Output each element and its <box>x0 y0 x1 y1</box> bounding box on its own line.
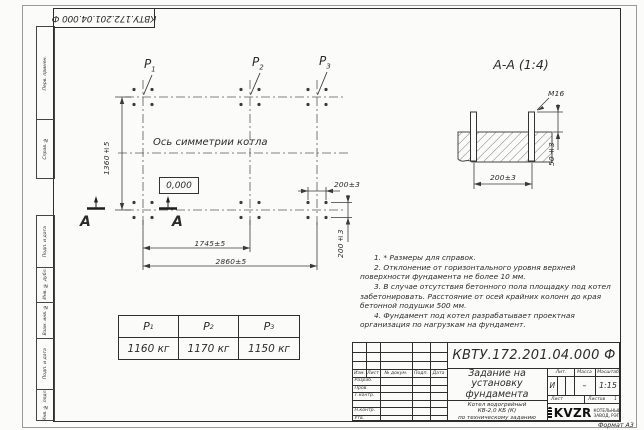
note-4: 4. Фундамент под котел разрабатывает проектная организация по нагрузкам на фундамент. <box>360 310 575 330</box>
sheets-label: Листов <box>588 396 606 402</box>
title-block-left <box>353 343 448 422</box>
logo-text: KVZR <box>553 406 592 420</box>
sig-utv: Утв. <box>354 415 365 421</box>
p3-header-base: P <box>263 320 271 333</box>
level-mark-value: 0,000 <box>166 180 192 191</box>
scale-value: 1:15 <box>599 381 617 390</box>
product-cell <box>447 401 548 422</box>
mass-label: Масса <box>577 370 592 375</box>
margin-label: Инв. № дубл. <box>43 268 48 300</box>
plan-bolt-points <box>132 88 327 219</box>
col-ndokum: № докум. <box>384 370 408 376</box>
doc-title-cell <box>447 369 548 401</box>
designation-cell <box>447 343 621 369</box>
format-note: Формат А3 <box>598 421 634 429</box>
p1-base: P <box>144 57 152 71</box>
margin-label: Справ. № <box>43 136 48 160</box>
dim-1745: 1745±5 <box>194 239 226 248</box>
title-block-right <box>548 369 621 422</box>
section-concrete-and-bolts <box>458 112 552 162</box>
col-izm: Изм. <box>354 370 365 376</box>
p2-sub: 2 <box>259 63 264 72</box>
technical-notes <box>360 253 614 330</box>
p2-base: P <box>252 55 260 69</box>
top-designation-text: КВТУ.172.201.04.000 Ф <box>51 13 157 23</box>
p1-header-sub: 1 <box>149 322 154 331</box>
load-value-p3: 1150 кг <box>248 342 290 355</box>
sig-razrab: Разраб. <box>354 378 373 383</box>
p3-base: P <box>319 54 327 68</box>
product-line2: КВ-2,0 КБ (К) <box>477 408 517 415</box>
section-view-title: А-А (1:4) <box>493 57 549 72</box>
load-value-p2: 1170 кг <box>179 338 239 359</box>
p3-label <box>319 54 331 70</box>
doc-title-line1: Задание на <box>468 368 526 380</box>
margin-label: Подп. и дата <box>43 225 48 258</box>
dim-50: 50±3 <box>547 142 556 166</box>
dim-1360: 1360±5 <box>102 141 111 175</box>
sheets-value: 1 <box>614 396 617 402</box>
p3-header-sub: 3 <box>270 322 275 331</box>
load-table <box>118 315 300 360</box>
section-cut-marks <box>87 196 177 209</box>
p2-header-base: P <box>203 320 210 333</box>
note-1: 1. * Размеры для справок. <box>374 253 476 262</box>
load-value-p1: 1160 кг <box>119 338 179 359</box>
logo-caption <box>594 408 621 418</box>
col-list: Лист <box>367 370 379 376</box>
dim-2860: 2860±5 <box>215 257 247 266</box>
lit-value: И <box>549 381 556 390</box>
scale-label: Масштаб <box>597 370 619 375</box>
designation-text: КВТУ.172.201.04.000 Ф <box>452 348 616 363</box>
sig-prov: Пров. <box>354 385 368 391</box>
plan-axes <box>118 80 350 228</box>
dim-200-horizontal: 200±3 <box>334 180 361 189</box>
p3-sub: 3 <box>326 62 331 71</box>
thread-callout-m16: М16 <box>548 89 565 98</box>
doc-title-line3: фундамента <box>465 388 529 400</box>
col-podp: Подп. <box>414 370 428 376</box>
section-letter-right: А <box>172 214 183 230</box>
margin-label: Подп. и дата <box>43 347 48 380</box>
dim-200-section: 200±3 <box>489 173 516 182</box>
note-3: 3. В случае отсутствия бетонного пола площадку под котел забетонировать. Расстояние от осей крайних колонн до края бетонной подушки 500 мм. <box>360 281 611 311</box>
doc-title-line2: установку <box>471 378 523 390</box>
load-table-header-p3 <box>239 316 299 338</box>
p1-label <box>144 57 156 73</box>
product-line3: по техническому заданию <box>458 414 536 421</box>
margin-label: Взам. инв. № <box>43 304 48 336</box>
p1-sub: 1 <box>151 65 156 74</box>
dim-200-vertical: 200±3 <box>336 229 345 258</box>
sig-tkontr: Т.контр. <box>354 393 375 398</box>
note-2: 2. Отклонение от горизонтального уровня верхней поверхности фундамента не более 10 мм. <box>360 262 576 282</box>
lit-label: Лит. <box>555 370 567 375</box>
margin-label: Перв. примен. <box>43 55 48 91</box>
load-table-header-p2 <box>179 316 239 338</box>
product-line1: Котел водогрейный <box>467 401 527 408</box>
symmetry-axis-label: Ось симметрии котла <box>153 137 268 148</box>
section-letter-left: А <box>80 214 91 230</box>
logo-caption-line1: КОТЕЛЬНЫЙ <box>593 407 621 413</box>
sheet-label: Лист <box>551 396 563 402</box>
kvzr-emblem-icon <box>548 407 552 419</box>
p1-header-base: P <box>143 320 150 333</box>
logo-cell <box>548 404 621 422</box>
margin-label: Инв. № подл. <box>43 388 48 421</box>
col-data: Дата <box>432 370 445 376</box>
level-mark-box <box>159 177 199 194</box>
p-label-leaders <box>144 72 328 95</box>
sig-nkontr: Н.контр. <box>354 408 376 413</box>
title-block <box>352 342 620 421</box>
load-table-header-p1 <box>119 316 179 338</box>
mass-value: – <box>582 381 587 390</box>
logo-caption-line2: ЗАВОД, РЭП <box>593 413 620 418</box>
p2-label <box>252 55 264 71</box>
p2-header-sub: 2 <box>209 322 214 331</box>
